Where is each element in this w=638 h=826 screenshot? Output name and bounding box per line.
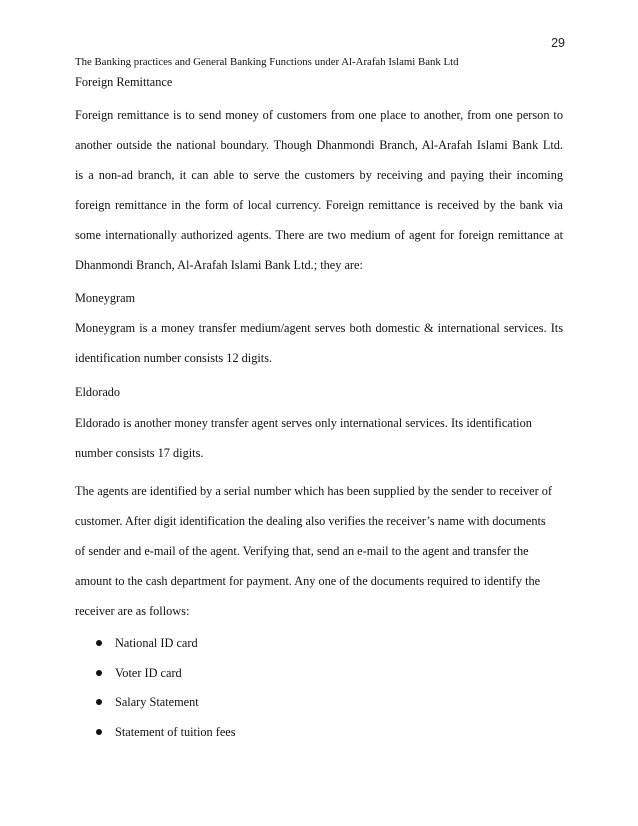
- list-item-label: Statement of tuition fees: [115, 724, 236, 739]
- paragraph-line: of sender and e-mail of the agent. Verifying that, send an e-mail to the agent and transfer the: [75, 544, 529, 558]
- paragraph-agents: [75, 481, 563, 631]
- paragraph-line: receiver are as follows:: [75, 604, 190, 618]
- paragraph-line: amount to the cash department for payment. Any one of the documents required to identify the: [75, 574, 541, 588]
- paragraph-line: Moneygram is a money transfer medium/agent serves both domestic & international services. Its: [75, 321, 563, 335]
- documents-list: [96, 633, 236, 751]
- paragraph-line: The agents are identified by a serial number which has been supplied by the sender to receiver of: [75, 484, 553, 498]
- list-item: [96, 663, 236, 693]
- bullet-icon: [96, 699, 102, 705]
- paragraph-eldorado: [75, 413, 563, 473]
- paragraph-line: another outside the national boundary. Though Dhanmondi Branch, Al-Arafah Islami Bank Ltd.: [75, 138, 563, 152]
- paragraph-line: some internationally authorized agents. There are two medium of agent for foreign remittance at: [75, 228, 563, 242]
- bullet-icon: [96, 729, 102, 735]
- paragraph-line: is a non-ad branch, it can able to serve the customers by receiving and paying their incoming: [75, 168, 563, 182]
- bullet-icon: [96, 640, 102, 646]
- paragraph-line: number consists 17 digits.: [75, 446, 204, 460]
- paragraph-line: identification number consists 12 digits.: [75, 351, 273, 365]
- page-number: 29: [551, 36, 565, 50]
- list-item-label: Salary Statement: [115, 695, 199, 709]
- list-item: [96, 633, 236, 663]
- paragraph-line: customer. After digit identification the dealing also verifies the receiver’s name with documents: [75, 514, 546, 528]
- list-item-label: Voter ID card: [115, 665, 182, 680]
- section-heading-moneygram: Moneygram: [75, 291, 136, 305]
- list-item: [96, 692, 236, 722]
- running-header: The Banking practices and General Banking Functions under Al-Arafah Islami Bank Ltd: [75, 56, 459, 68]
- paragraph-line: Eldorado is another money transfer agent serves only international services. Its identification: [75, 416, 532, 430]
- section-heading-eldorado: Eldorado: [75, 385, 121, 399]
- paragraph-moneygram: [75, 318, 563, 378]
- paragraph-line: Foreign remittance is to send money of customers from one place to another, from one person to: [75, 108, 563, 122]
- paragraph-foreign-remittance: [75, 105, 563, 285]
- bullet-icon: [96, 670, 102, 676]
- list-item: [96, 722, 236, 752]
- paragraph-line: Dhanmondi Branch, Al-Arafah Islami Bank Ltd.; they are:: [75, 258, 363, 272]
- paragraph-line: foreign remittance in the form of local currency. Foreign remittance is received by the bank via: [75, 198, 563, 212]
- list-item-label: National ID card: [115, 636, 198, 650]
- section-heading-foreign-remittance: Foreign Remittance: [75, 75, 173, 89]
